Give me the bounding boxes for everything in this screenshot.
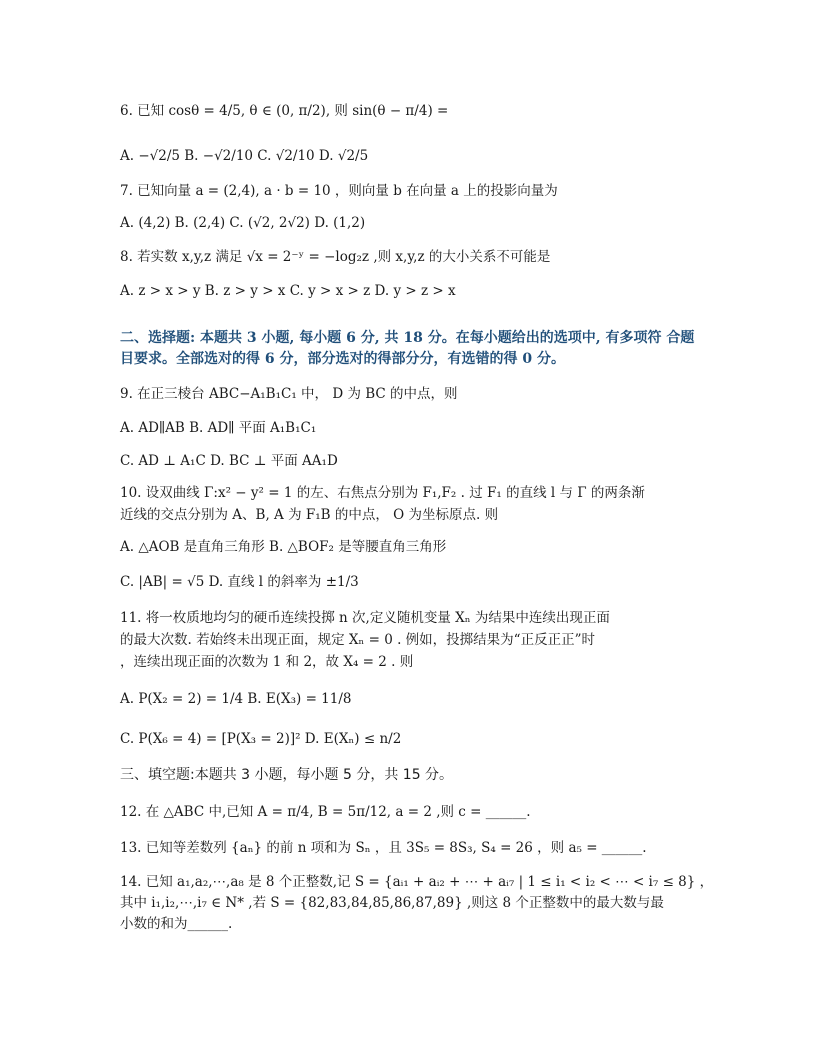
question-9-options-cd: C. AD ⊥ A₁C D. BC ⊥ 平面 AA₁D	[120, 453, 338, 469]
question-8-options: A. z > x > y B. z > y > x C. y > x > z D. y > z > x	[120, 283, 456, 299]
question-11-line-1: 11. 将一枚质地均匀的硬币连续投掷 n 次,定义随机变量 Xₙ 为结果中连续出现正面	[120, 610, 610, 626]
question-12: 12. 在 △ABC 中,已知 A = π/4, B = 5π/12, a = 2 ,则 c = ______.	[120, 804, 531, 820]
question-7-stem: 7. 已知向量 a = (2,4), a · b = 10 ，则向量 b 在向量 a 上的投影向量为	[120, 183, 558, 199]
question-10-options-cd: C. |AB| = √5 D. 直线 l 的斜率为 ±1/3	[120, 574, 359, 590]
question-10-line-2: 近线的交点分别为 A、B, A 为 F₁B 的中点， O 为坐标原点. 则	[120, 507, 499, 523]
section-header-multiple-choice: 二、选择题: 本题共 3 小题, 每小题 6 分, 共 18 分。在每小题给出的选项中, 有多项符 合题目要求。全部选对的得 6 分，部分选对的得部分分，有选错的得 0 分。	[120, 330, 695, 367]
question-11-options-ab: A. P(X₂ = 2) = 1/4 B. E(X₃) = 11/8	[120, 691, 352, 707]
question-9-options-ab: A. AD∥AB B. AD∥ 平面 A₁B₁C₁	[120, 420, 317, 436]
question-14-line-1: 14. 已知 a₁,a₂,⋯,a₈ 是 8 个正整数,记 S = {aᵢ₁ + aᵢ₂ + ⋯ + aᵢ₇ | 1 ≤ i₁ < i₂ < ⋯ < i₇ ≤ 8} ，	[120, 874, 714, 890]
question-14-line-3: 小数的和为______.	[120, 916, 233, 932]
question-6-stem: 6. 已知 cosθ = 4/5, θ ∈ (0, π/2), 则 sin(θ − π/4) =	[120, 103, 449, 119]
question-9-stem: 9. 在正三棱台 ABC−A₁B₁C₁ 中， D 为 BC 的中点，则	[120, 386, 458, 402]
question-10-line-1: 10. 设双曲线 Γ:x² − y² = 1 的左、右焦点分别为 F₁,F₂ . 过 F₁ 的直线 l 与 Γ 的两条渐	[120, 485, 645, 501]
question-13: 13. 已知等差数列 {aₙ} 的前 n 项和为 Sₙ ，且 3S₅ = 8S₃, S₄ = 26 ，则 a₅ = ______.	[120, 840, 647, 856]
question-11-line-3: ，连续出现正面的次数为 1 和 2，故 X₄ = 2 . 则	[120, 654, 414, 670]
question-6-options: A. −√2/5 B. −√2/10 C. √2/10 D. √2/5	[120, 148, 369, 164]
question-11-line-2: 的最大次数. 若始终未出现正面，规定 Xₙ = 0 . 例如，投掷结果为“正反正正”时	[120, 632, 595, 648]
question-10-options-ab: A. △AOB 是直角三角形 B. △BOF₂ 是等腰直角三角形	[120, 539, 447, 555]
question-14-line-2: 其中 i₁,i₂,⋯,i₇ ∈ N* ,若 S = {82,83,84,85,86,87,89} ,则这 8 个正整数中的最大数与最	[120, 895, 664, 911]
question-7-options: A. (4,2) B. (2,4) C. (√2, 2√2) D. (1,2)	[120, 215, 366, 231]
section-header-fill-in-blank: 三、填空题:本题共 3 小题，每小题 5 分，共 15 分。	[120, 767, 454, 783]
question-8-stem: 8. 若实数 x,y,z 满足 √x = 2⁻ʸ = −log₂z ,则 x,y,z 的大小关系不可能是	[120, 249, 551, 265]
question-11-options-cd: C. P(X₆ = 4) = [P(X₃ = 2)]² D. E(Xₙ) ≤ n/2	[120, 731, 402, 747]
